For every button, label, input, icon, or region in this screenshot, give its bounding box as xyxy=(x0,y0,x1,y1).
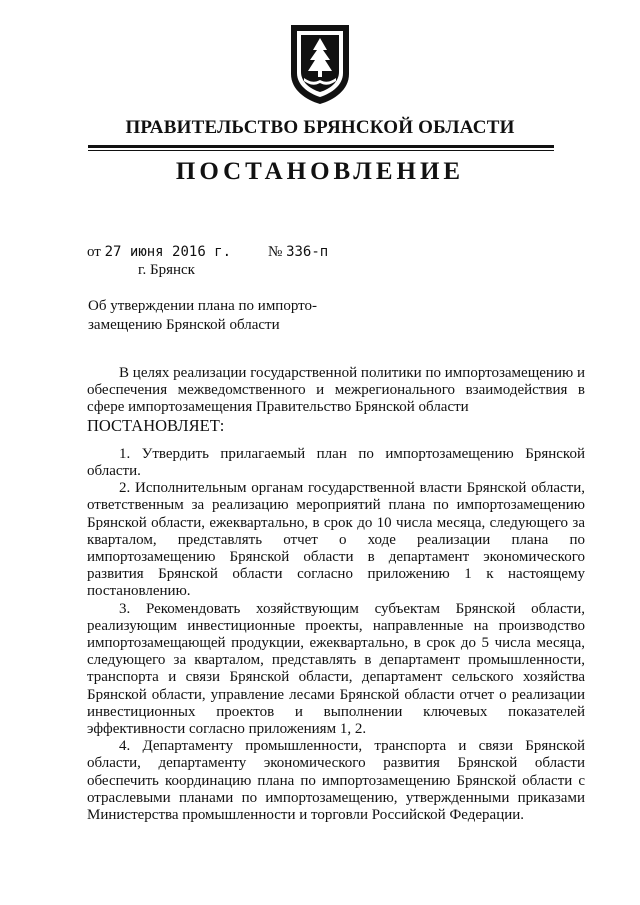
document-number xyxy=(268,244,328,261)
body-item: 2. Исполнительным органам государственной власти Брянской области, ответственным за реализацию мероприятий плана по импортозамещению Брянской области, ежеквартально, в срок до 10 числа месяца, следующего за кварталом, представлять отчет о ходе реализации плана по импортозамещению Брянской области в департамент экономического развития Брянской области согласно приложению 1 к настоящему постановлению. xyxy=(87,480,585,600)
bryansk-coat-of-arms-icon xyxy=(288,22,352,106)
number-prefix: № xyxy=(268,244,283,260)
body-item: 3. Рекомендовать хозяйствующим субъектам Брянской области, реализующим инвестиционные проекты, направленные на производство импортозамещающей продукции, ежеквартально, в срок до 5 числа месяца, следующего за кварталом, представлять в департамент промышленности, транспорта и связи Брянской области, департамент сельского хозяйства Брянской области, управление лесами Брянской области отчет о реализации инвестиционных проектов и выполнении ключевых показателей эффективности согласно приложениям 1, 2. xyxy=(87,600,585,738)
government-title: ПРАВИТЕЛЬСТВО БРЯНСКОЙ ОБЛАСТИ xyxy=(125,117,515,138)
decree-heading: ПОСТАНОВЛЯЕТ: xyxy=(87,415,225,435)
preamble-paragraph: В целях реализации государственной политики по импортозамещению и обеспечения межведомственного и межрегионального взаимодействия в сфере импортозамещения Правительство Брянской области xyxy=(87,365,585,416)
document-date: 27 июня 2016 г. xyxy=(104,244,232,260)
subject-line: замещению Брянской области xyxy=(88,317,280,333)
document-body xyxy=(87,365,585,824)
date-prefix: от xyxy=(87,244,101,260)
document-city: г. Брянск xyxy=(138,262,195,278)
document-type-title: ПОСТАНОВЛЕНИЕ xyxy=(175,158,465,185)
document-subject xyxy=(88,297,368,335)
header-divider-thick xyxy=(88,145,554,148)
body-item: 1. Утвердить прилагаемый план по импортозамещению Брянской области. xyxy=(87,445,585,480)
body-item: 4. Департаменту промышленности, транспорта и связи Брянской области, департаменту экономического развития Брянской области обеспечить координацию плана по импортозамещению Брянской области с отраслевыми планами по импортозамещению, утвержденными приказами Министерства промышленности и торговли Российской Федерации. xyxy=(87,738,585,824)
number-value: 336-п xyxy=(286,244,329,260)
subject-line: Об утверждении плана по импорто- xyxy=(88,298,317,314)
header-divider-thin xyxy=(88,150,554,151)
date-number-line xyxy=(87,244,329,261)
